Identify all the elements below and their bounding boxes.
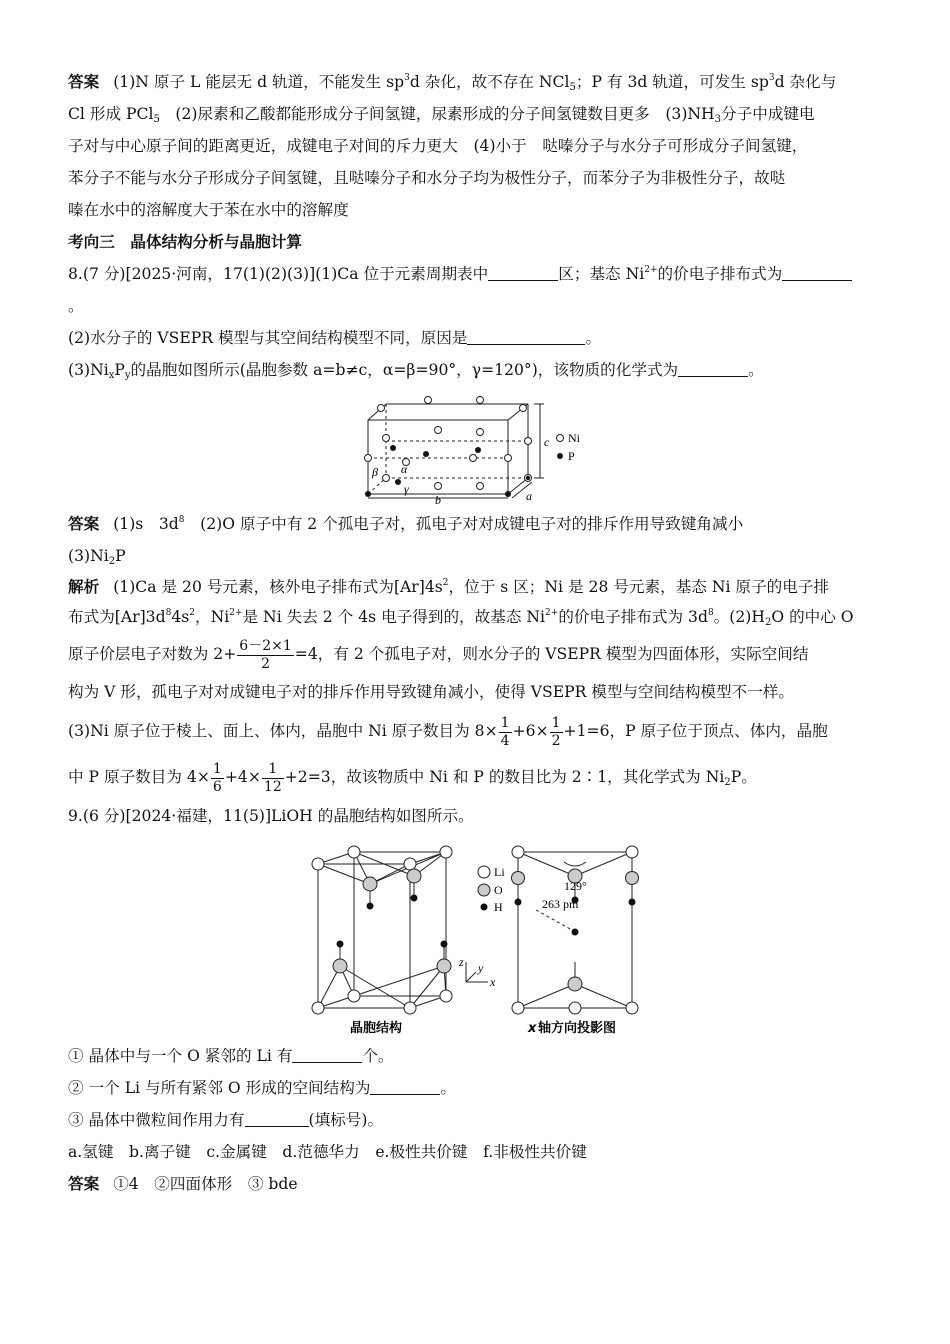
- label-alpha: α: [401, 462, 408, 476]
- answer-blank[interactable]: [292, 1044, 362, 1063]
- answer-blank[interactable]: [782, 262, 852, 281]
- question-9-sub3: ③ 晶体中微粒间作用力有 (填标号)。: [68, 1104, 888, 1136]
- answer-blank[interactable]: [245, 1108, 309, 1127]
- angle-label: 129°: [564, 879, 587, 893]
- answer-blank[interactable]: [488, 262, 558, 281]
- caption-right: 轴方向投影图: [538, 1021, 617, 1036]
- section-heading: 考向三 晶体结构分析与晶胞计算: [68, 233, 302, 251]
- answer-paragraph: 答案 (1)N 原子 L 能层无 d 轨道，不能发生 $sp^3d$ 杂化，故不存在 NCl$_5$；P 有 3d 轨道，可发生 $sp^3d$ 杂化与 Cl 形成 PCl$_5$ (2)尿素和乙酸都能形成分子间氢键，尿素形成的分子间氢键数目更多 $(3)NH_3$分子中成键电 子对与中心原子间的距离更近，成键电子对间的斥力更大 (4)小于 哒嗪分子与水分子可形成分子间氢键， 苯分子不能与水分子形成分子间氢键，且哒嗪分子和水分子均为极性分子，而苯分子为非极性分子，故哒 嗪在水中的溶解度大于苯在水中的溶解度: [68, 73, 837, 219]
- p-atoms: [365, 445, 530, 497]
- question-8-answer: 答案 (1)s $3d^8$ (2)O 原子中有 2 个孤电子对，孤电子对对成键电子对的排斥作用导致键角减小 $(3)Ni_2P$: [68, 515, 744, 567]
- question-8-line3: $(3)Ni_xP_y$的晶胞如图所示(晶胞参数 a=b≠c，α=β=90°，γ=120°)，该物质的化学式为 。: [68, 354, 888, 386]
- answer-blank[interactable]: [678, 358, 748, 377]
- answer-blank[interactable]: [370, 1076, 440, 1095]
- question-9-answer: 答案 ①4 ②四面体形 ③ bde: [68, 1175, 298, 1193]
- answer-blank[interactable]: [467, 326, 585, 345]
- legend-p: P: [568, 449, 575, 463]
- distance-label: 263 pm: [542, 897, 579, 911]
- cell-structure-lines: [318, 852, 446, 1008]
- o-atoms: [333, 869, 451, 973]
- analysis-line-6: 中 P 原子数目为 4× $\frac{1}{6}$ +4× $\frac{1}{12}$ +2=3，故该物质中 Ni 和 P 的数目比为 2∶1，其化学式为 $Ni_2P$。: [68, 761, 757, 795]
- question-9-options: a.氢键 b.离子键 c.金属键 d.范德华力 e.极性共价键 f.非极性共价键: [68, 1143, 587, 1161]
- legend-h: H: [494, 900, 503, 914]
- label-beta: β: [372, 465, 378, 479]
- axis-x-label: x: [490, 975, 496, 989]
- question-8-line2: (2)水分子的 VSEPR 模型与其空间结构模型不同，原因是 。: [68, 322, 888, 354]
- axes: [466, 962, 488, 982]
- answer-label: 答案: [68, 73, 100, 91]
- legend-o: O: [494, 883, 503, 897]
- label-b: b: [435, 493, 441, 504]
- label-gamma: γ: [404, 482, 409, 496]
- label-c: c: [544, 435, 550, 449]
- legend-li: Li: [494, 865, 505, 879]
- question-8-analysis: 解析 (1)Ca 是 20 号元素，核外电子排布式为$[Ar]4s^2$，位于 s 区；Ni 是 28 号元素，基态 Ni 原子的电子排 布式为$[Ar]3d^84s^2$，$Ni^{2+}$是 Ni 失去 2 个 4s 电子得到的，故基态 $Ni^{2+}$的价电子排布式为 $3d^8$。$(2)H_2O$ 的中心 O: [68, 578, 854, 628]
- document-page: [68, 66, 888, 1200]
- question-9-sub1: ① 晶体中与一个 O 紧邻的 Li 有 个。: [68, 1040, 888, 1072]
- analysis-line-5: (3)Ni 原子位于棱上、面上、体内，晶胞中 Ni 原子数目为 8× $\frac{1}{4}$ +6× $\frac{1}{2}$ +1=6，P 原子位于顶点、体内，晶胞: [68, 715, 828, 749]
- caption-right-axis: x: [528, 1021, 537, 1036]
- analysis-fraction-line: 原子价层电子对数为 2+ $\frac{6-2\times 1}{2}$ =4，有 2 个孤电子对，则水分子的 VSEPR 模型为四面体形，实际空间结: [68, 638, 809, 672]
- lioh-unit-cell-figure: [68, 832, 888, 1036]
- h-atoms: [337, 895, 448, 948]
- label-a: a: [526, 489, 532, 503]
- question-8-line1: 8.(7 分)[2025·河南，17(1)(2)(3)](1)Ca 位于元素周期表中 区；基态 $Ni^{2+}$的价电子排布式为 。: [68, 258, 888, 322]
- question-9-sub2: ② 一个 Li 与所有紧邻 O 形成的空间结构为 。: [68, 1072, 888, 1104]
- axis-y-label: y: [478, 961, 484, 975]
- question-9-stem: 9.(6 分)[2024·福建，11(5)]LiOH 的晶胞结构如图所示。: [68, 807, 474, 825]
- li-atoms: [312, 846, 452, 1014]
- analysis-line-4: 构为 V 形，孤电子对对成键电子对的排斥作用导致键角减小，使得 VSEPR 模型与空间结构模型不一样。: [68, 683, 794, 701]
- ni-atoms: [365, 397, 532, 490]
- fraction: $\frac{6-2\times 1}{2}$: [239, 638, 292, 672]
- nip-unit-cell-figure: [68, 386, 888, 504]
- legend-ni: Ni: [568, 431, 580, 445]
- axis-z-label: z: [459, 955, 464, 969]
- caption-left: 晶胞结构: [350, 1021, 403, 1036]
